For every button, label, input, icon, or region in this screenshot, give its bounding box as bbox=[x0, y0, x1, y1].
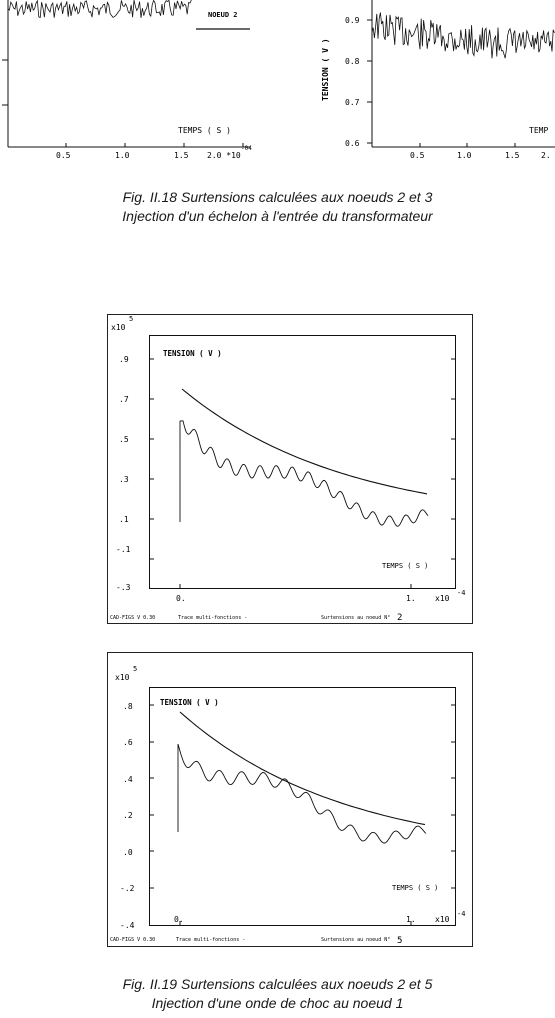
fig19-plot1-ytick: .9 bbox=[119, 355, 129, 364]
fig19-plot2-footer-left: CAD-FIGS V 0.30 bbox=[110, 937, 156, 943]
fig19-plot2-ytick: .4 bbox=[123, 775, 133, 784]
fig19-plot2-ytick: -.2 bbox=[120, 884, 135, 893]
fig19-plot1-x-multiplier-exp: -4 bbox=[457, 589, 466, 597]
fig19-plot1-axes-box bbox=[150, 336, 456, 589]
fig19-plot1-xlabel: TEMPS ( S ) bbox=[382, 562, 429, 570]
fig19-plot1-envelope bbox=[182, 389, 427, 494]
fig19-plot1-footer-left: CAD-FIGS V 0.30 bbox=[110, 615, 156, 621]
fig19-plot2-ylabel: TENSION ( V ) bbox=[160, 698, 219, 707]
fig18-left-xtick: 0.5 bbox=[56, 151, 71, 160]
fig19-plot1-y-multiplier-exp: 5 bbox=[129, 315, 134, 323]
fig19-plot1-y-multiplier: x10 bbox=[111, 323, 126, 332]
fig18-right-xtick: 0.5 bbox=[410, 151, 425, 160]
fig19-plot2 bbox=[107, 652, 473, 947]
fig19-plot1-ticks bbox=[149, 359, 456, 589]
fig19-plot2-footer-mid: Trace multi-fonctions - bbox=[176, 937, 246, 943]
fig19-plot2-y-multiplier: x10 bbox=[115, 673, 130, 682]
fig18-caption-line1: Fig. II.18 Surtensions calculées aux noeuds 2 et 3 bbox=[122, 189, 433, 205]
fig18-left-xlabel: TEMPS ( S ) bbox=[178, 126, 231, 135]
fig18-right-ytick: 0.6 bbox=[345, 139, 360, 148]
fig18-right-xtick: 1.5 bbox=[505, 151, 520, 160]
fig19-caption-line1: Fig. II.19 Surtensions calculées aux noeuds 2 et 5 bbox=[122, 976, 433, 992]
fig18-right-xtick: 1.0 bbox=[457, 151, 472, 160]
fig18-right-trace bbox=[372, 13, 554, 59]
fig18-left-legend-label: NOEUD 2 bbox=[208, 11, 238, 19]
fig19-plot1-xtick: 1. bbox=[406, 594, 416, 603]
fig18-right-xtick: 2. bbox=[541, 151, 551, 160]
fig19-plot2-envelope bbox=[180, 712, 425, 825]
fig19-plot2-y-multiplier-exp: 5 bbox=[133, 665, 138, 673]
fig19-plot1-trace bbox=[180, 421, 428, 527]
fig19-plot1 bbox=[107, 314, 473, 624]
fig19-plot2-footer-node: 5 bbox=[397, 936, 403, 946]
fig19-plot2-frame bbox=[108, 653, 473, 947]
fig18-left-x-exponent: -04 bbox=[241, 145, 252, 152]
fig18-left-xtick: 1.0 bbox=[115, 151, 130, 160]
fig19-plot1-x-multiplier: x10 bbox=[435, 594, 450, 603]
fig19-plot2-xtick: 0. bbox=[174, 915, 184, 924]
fig18-left-axes bbox=[2, 0, 250, 147]
fig19-plot2-xlabel: TEMPS ( S ) bbox=[392, 884, 439, 892]
fig18-right-ytick: 0.7 bbox=[345, 98, 360, 107]
fig19-plot1-footer-right: Surtensions au noeud N° bbox=[321, 615, 391, 621]
fig19-plot2-ytick: -.4 bbox=[120, 921, 135, 930]
fig18-right-ylabel: TENSION ( V ) bbox=[321, 38, 330, 101]
fig19-plot1-xtick: 0. bbox=[176, 594, 186, 603]
fig19-plot1-ytick: -.3 bbox=[116, 583, 131, 592]
fig19-plot1-ytick: .1 bbox=[119, 515, 129, 524]
fig18-right-chart bbox=[275, 0, 555, 170]
fig19-caption-line2: Injection d'une onde de choc au noeud 1 bbox=[151, 995, 404, 1011]
fig19-plot1-ytick: .7 bbox=[119, 395, 129, 404]
fig18-caption-line2: Injection d'un échelon à l'entrée du transformateur bbox=[122, 208, 433, 224]
fig19-plot2-footer-right: Surtensions au noeud N° bbox=[321, 937, 391, 943]
fig18-right-ytick: 0.8 bbox=[345, 57, 360, 66]
fig19-plot2-ticks bbox=[149, 705, 456, 926]
fig19-plot2-ytick: .0 bbox=[123, 848, 133, 857]
fig18-right-xlabel: TEMP bbox=[529, 126, 549, 135]
fig19-plot1-ylabel: TENSION ( V ) bbox=[163, 349, 222, 358]
fig19-plot2-trace bbox=[178, 744, 426, 843]
fig18-left-xtick: 2.0 *10 bbox=[207, 151, 241, 160]
fig19-plot2-x-multiplier-exp: -4 bbox=[457, 910, 466, 918]
fig19-plot2-ytick: .6 bbox=[123, 738, 133, 747]
fig19-plot2-x-multiplier: x10 bbox=[435, 915, 450, 924]
fig18-right-axes bbox=[367, 0, 555, 147]
fig18-left-chart bbox=[0, 0, 275, 170]
fig19-plot2-ytick: .8 bbox=[123, 702, 133, 711]
fig19-plot2-xtick: 1. bbox=[406, 915, 416, 924]
fig18-left-xtick: 1.5 bbox=[174, 151, 189, 160]
fig18-left-trace bbox=[8, 0, 191, 18]
fig18-right-ytick: 0.9 bbox=[345, 16, 360, 25]
fig19-plot1-ytick: -.1 bbox=[116, 545, 131, 554]
fig19-plot2-ytick: .2 bbox=[123, 811, 133, 820]
fig19-plot1-ytick: .3 bbox=[119, 475, 129, 484]
fig19-plot1-ytick: .5 bbox=[119, 435, 129, 444]
fig19-plot1-footer-node: 2 bbox=[397, 613, 403, 623]
fig19-plot1-footer-mid: Trace multi-fonctions - bbox=[178, 615, 248, 621]
